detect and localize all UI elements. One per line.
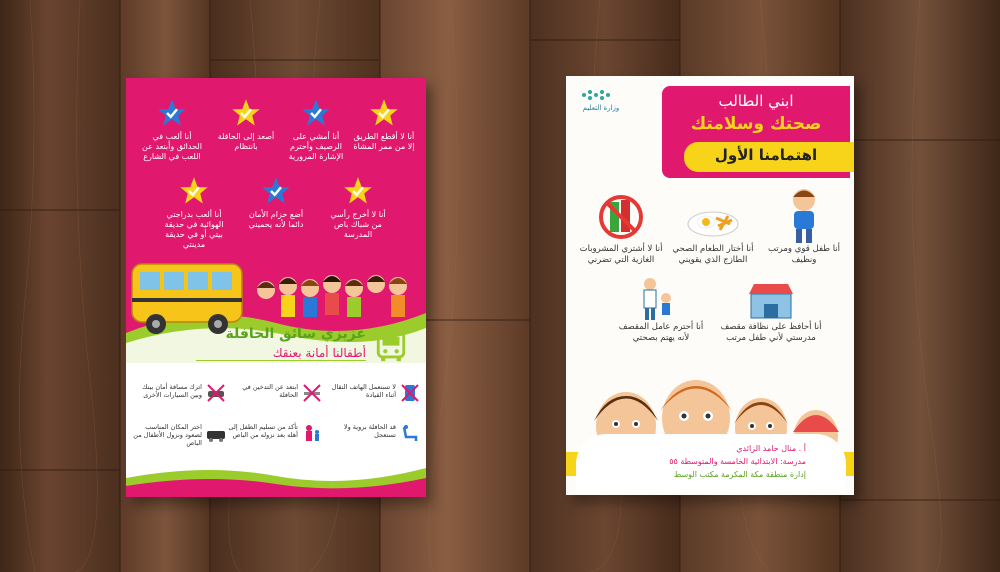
safety-poster-left <box>126 78 426 497</box>
driver-tip <box>324 423 420 439</box>
health-poster-right <box>566 76 854 495</box>
cigarette-crossed-icon <box>302 383 322 403</box>
footer-school: مدرسة: الابتدائية الخامسة والمتوسطة ٥٥ <box>669 457 806 466</box>
safety-tip-star <box>214 98 278 152</box>
bus-stop-icon <box>206 423 226 443</box>
star-tip-text: أنا لا أخرج رأسي من شباك باص المدرسة <box>330 210 386 239</box>
bus-front-icon <box>374 330 408 364</box>
safety-tip-star <box>326 176 390 240</box>
safety-tip-star <box>352 98 416 152</box>
yellow-star-icon <box>179 176 209 206</box>
driver-tip-text: ابتعد عن التدخين في الحافلة <box>242 383 298 399</box>
star-tip-text: أنا لا أقطع الطريق إلا من ممر المشاة <box>353 132 415 151</box>
canteen-icon <box>746 280 796 320</box>
parent-child-icon <box>302 423 322 443</box>
bottom-wave <box>126 458 426 497</box>
driver-tip <box>324 383 420 399</box>
yellow-star-icon <box>231 98 261 128</box>
canteen-sign: مقصف <box>762 278 780 285</box>
worker-icon <box>636 276 676 322</box>
title-line3: اهتمامنا الأول <box>714 146 818 164</box>
yellow-star-icon <box>369 98 399 128</box>
driver-tip-text: اختر المكان المناسب لصعود ونزول الأطفال من الباص <box>133 423 202 447</box>
health-item-text: أنا لا أشتري المشروبات الغازية التي تضرني <box>579 244 663 265</box>
yellow-star-icon <box>343 176 373 206</box>
blue-star-icon <box>261 176 291 206</box>
blue-star-icon <box>157 98 187 128</box>
food-plate-icon <box>686 200 740 240</box>
driver-subheading: أطفالنا أمانة بعنقك <box>196 346 366 361</box>
boy-icon <box>784 186 824 244</box>
no-soda-icon <box>598 192 644 242</box>
driver-seat-icon <box>400 423 420 443</box>
star-tip-text: أنا أمشي على الرصيف وأحترم الإشارة المرورية <box>288 132 344 161</box>
safety-tip-star <box>162 176 226 250</box>
star-tip-text: أضع حزام الأمان دائما لأنه يحميني <box>248 210 304 229</box>
title-line2: صحتك وسلامتك <box>690 114 822 134</box>
cars-crossed-icon <box>206 383 226 403</box>
driver-tip <box>226 423 322 439</box>
health-item <box>576 186 666 281</box>
driver-tip-text: تأكد من تسليم الطفل إلى أهله بعد نزوله من الباص <box>228 423 298 439</box>
footer-office: إدارة منطقة مكة المكرمة مكتب الوسط <box>673 470 806 479</box>
driver-tip <box>130 383 226 399</box>
safety-tip-star <box>140 98 204 162</box>
star-tip-text: أنا ألعب بدراجتي الهوائية في حديقة بيتي أو في حديقة مدينتي <box>164 210 224 249</box>
blue-star-icon <box>301 98 331 128</box>
health-item-text: أنا أحترم عامل المقصف لأنه يهتم بصحتي <box>618 322 704 343</box>
driver-tip-text: اترك مسافة أمان بينك وبين السيارات الأخرى <box>142 383 202 399</box>
health-item-text: أنا أختار الطعام الصحي الطازج الذي يقويني <box>672 244 754 265</box>
phone-crossed-icon <box>400 383 420 403</box>
star-tip-text: أصعد إلى الحافلة بانتظام <box>217 132 275 151</box>
safety-tip-star <box>244 176 308 230</box>
driver-tip-text: لا تستعمل الهاتف النقال أثناء القيادة <box>331 383 396 399</box>
health-item <box>716 276 826 366</box>
school-bus-illustration <box>126 248 426 338</box>
health-item-text: أنا أحافظ على نظافة مقصف مدرستي لأني طفل مرتب <box>720 322 822 343</box>
safety-tip-star <box>284 98 348 162</box>
driver-tip-text: قد الحافلة بروية ولا تستعجل <box>343 423 396 439</box>
ministry-logo-text: وزارة التعليم <box>582 104 620 112</box>
driver-tip <box>226 383 322 399</box>
health-item-text: أنا طفل قوي ومرتب ونظيف <box>767 244 841 265</box>
title-line1: ابني الطالب <box>718 92 794 110</box>
driver-heading: عزيزي سائق الحافلة <box>225 326 366 342</box>
driver-tip <box>130 423 226 447</box>
footer-teacher: أ . منال حامد الزائدي <box>736 444 806 453</box>
health-item <box>762 186 846 281</box>
health-item <box>616 276 706 366</box>
health-item <box>670 186 756 281</box>
star-tip-text: أنا ألعب في الحدائق وأبتعد عن اللعب في الشارع <box>142 132 202 161</box>
ministry-logo-icon <box>580 86 616 104</box>
